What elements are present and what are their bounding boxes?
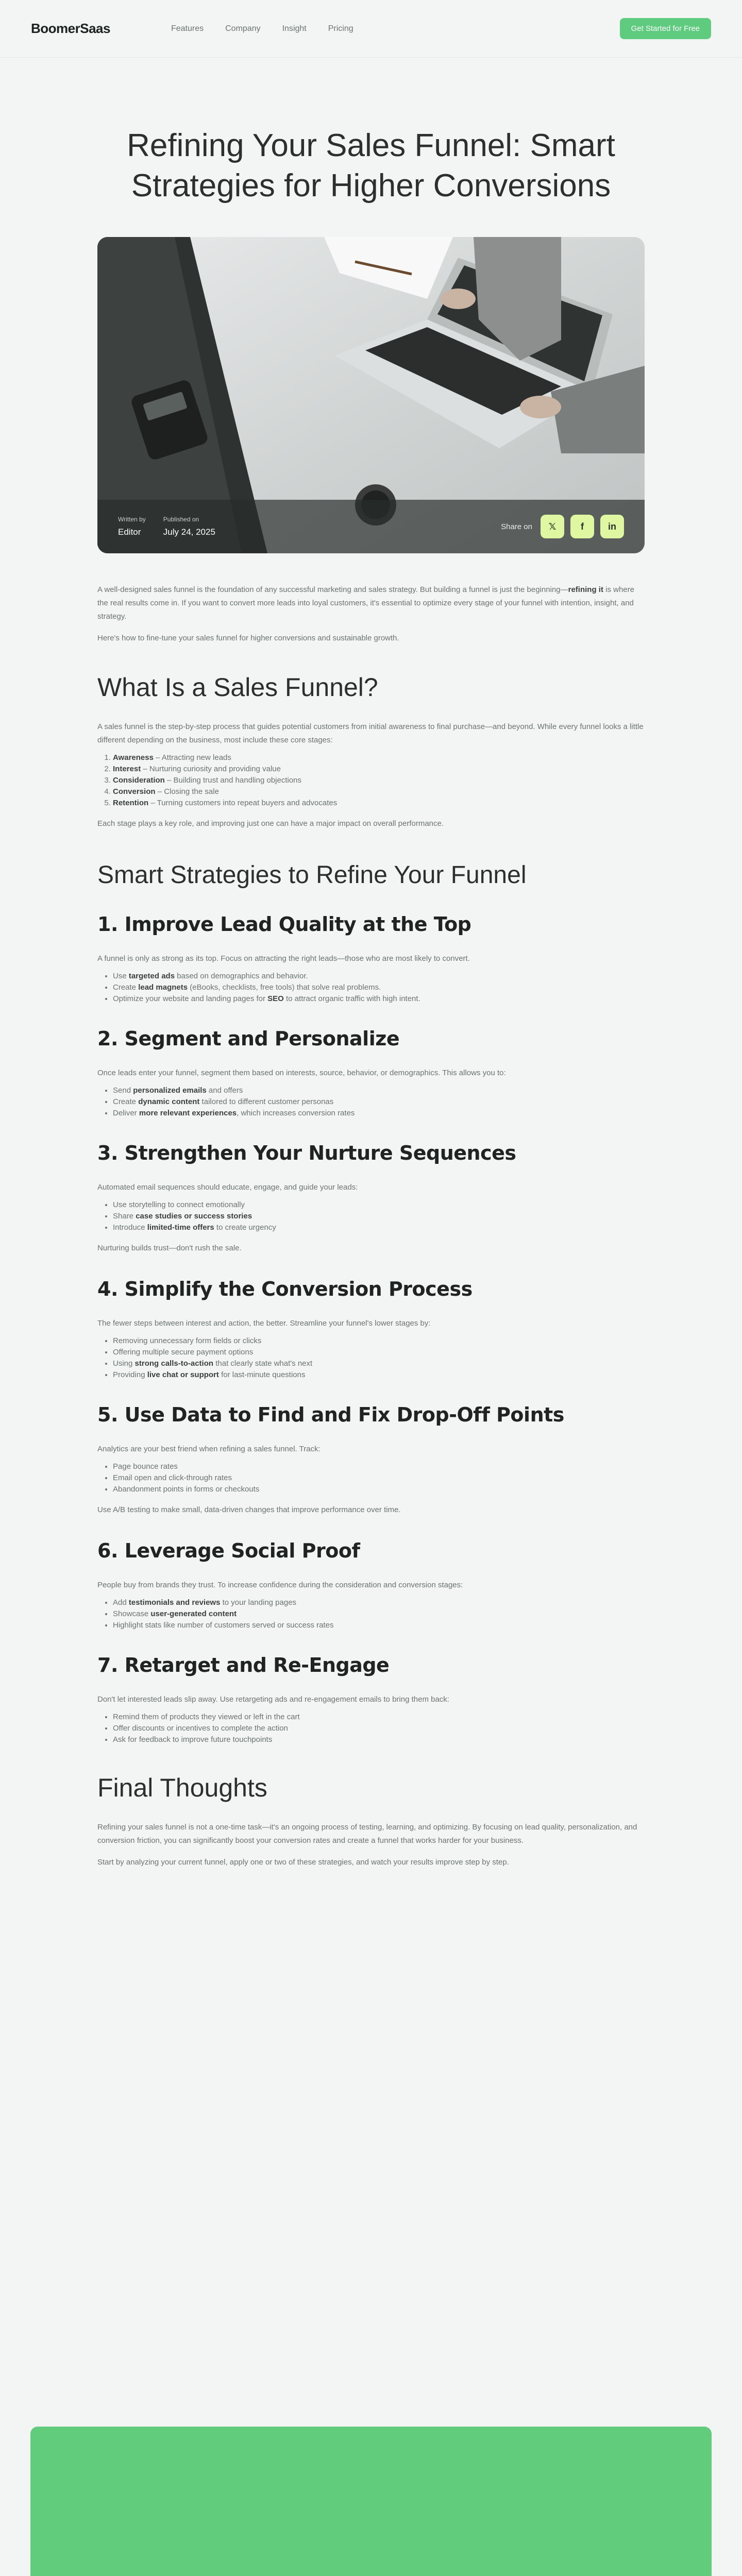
- list-item: • Add testimonials and reviews to your landing pages: [113, 1597, 645, 1608]
- published-label: Published on: [163, 516, 199, 523]
- strategy-7-title: 7. Retarget and Re-Engage: [97, 1654, 390, 1676]
- list-item: • Remind them of products they viewed or left in the cart: [113, 1711, 645, 1723]
- strategy-6-paragraph: People buy from brands they trust. To increase confidence during the consideration and conversion stages:: [97, 1581, 463, 1589]
- list-item: 3. Consideration – Building trust and handling objections: [113, 775, 645, 786]
- list-item: 1. Awareness – Attracting new leads: [113, 752, 645, 764]
- list-item: 5. Retention – Turning customers into repeat buyers and advocates: [113, 798, 645, 809]
- share-linkedin-icon[interactable]: in: [600, 515, 624, 538]
- strategy-2-title: 2. Segment and Personalize: [97, 1027, 400, 1050]
- strategy-4-paragraph: The fewer steps between interest and action, the better. Streamline your funnel's lower stages by:: [97, 1319, 431, 1328]
- author-name: Editor: [118, 527, 141, 537]
- list-item: • Create dynamic content tailored to different customer personas: [113, 1096, 645, 1108]
- list-item: • Removing unnecessary form fields or clicks: [113, 1335, 645, 1347]
- main-nav: [171, 24, 353, 33]
- share-group: [501, 515, 624, 538]
- list-item: • Share case studies or success stories: [113, 1211, 645, 1222]
- cta-banner: [30, 2427, 712, 2576]
- published-date: July 24, 2025: [163, 527, 215, 537]
- list-item: • Providing live chat or support for last-minute questions: [113, 1369, 645, 1381]
- strategy-6-list: [97, 1597, 645, 1631]
- strategy-5-paragraph-2: Use A/B testing to make small, data-driven changes that improve performance over time.: [97, 1505, 401, 1514]
- article-meta-bar: [97, 500, 645, 553]
- section-title-final: Final Thoughts: [97, 1773, 267, 1802]
- funnel-stages-list: [97, 752, 645, 809]
- list-item: • Offering multiple secure payment options: [113, 1347, 645, 1358]
- get-started-button[interactable]: Get Started for Free: [620, 18, 711, 39]
- strategy-7-list: [97, 1711, 645, 1745]
- final-paragraph-2: Start by analyzing your current funnel, apply one or two of these strategies, and watch your results improve step by step.: [97, 1858, 509, 1867]
- strategy-3-list: [97, 1199, 645, 1233]
- strategy-5-paragraph: Analytics are your best friend when refining a sales funnel. Track:: [97, 1445, 321, 1453]
- final-paragraph: Refining your sales funnel is not a one-time task—it's an ongoing process of testing, learning, and optimizing. By focusing on lead quality, personalization, and conversion friction, you can significantly boost your conversion rates and create a funnel that works harder for your business.: [97, 1823, 637, 1845]
- written-by-label: Written by: [118, 516, 146, 523]
- what-is-paragraph-2: Each stage plays a key role, and improving just one can have a major impact on overall performance.: [97, 819, 444, 828]
- strategy-2-paragraph: Once leads enter your funnel, segment them based on interests, source, behavior, or demographics. This allows you to:: [97, 1069, 506, 1077]
- section-title-strategies: Smart Strategies to Refine Your Funnel: [97, 861, 527, 889]
- strategy-1-paragraph: A funnel is only as strong as its top. Focus on attracting the right leads—those who are most likely to convert.: [97, 954, 470, 963]
- intro-text-2: is where the real results come in. If you want to convert more leads into loyal customers, it's essential to optimize every stage of your funnel with intention, insight, and strategy.: [97, 585, 634, 621]
- nav-insight[interactable]: Insight: [282, 24, 307, 33]
- article-body: [97, 583, 645, 1869]
- section-title-what-is: What Is a Sales Funnel?: [97, 673, 378, 702]
- logo[interactable]: BoomerSaas: [31, 21, 110, 36]
- strategy-3-paragraph: Automated email sequences should educate, engage, and guide your leads:: [97, 1183, 358, 1192]
- site-header: [0, 0, 742, 58]
- strategy-1-title: 1. Improve Lead Quality at the Top: [97, 913, 471, 936]
- list-item: • Optimize your website and landing pages for SEO to attract organic traffic with high intent.: [113, 993, 645, 1005]
- share-facebook-icon[interactable]: f: [570, 515, 594, 538]
- list-item: • Introduce limited-time offers to create urgency: [113, 1222, 645, 1233]
- intro-text: A well-designed sales funnel is the foundation of any successful marketing and sales strategy. But building a funnel is just the beginning—: [97, 585, 568, 594]
- strategy-7-paragraph: Don't let interested leads slip away. Use retargeting ads and re-engagement emails to bring them back:: [97, 1695, 449, 1704]
- list-item: • Highlight stats like number of customers served or success rates: [113, 1620, 645, 1631]
- list-item: • Using strong calls-to-action that clearly state what's next: [113, 1358, 645, 1369]
- list-item: • Ask for feedback to improve future touchpoints: [113, 1734, 645, 1745]
- hero-image: [97, 237, 645, 553]
- list-item: • Send personalized emails and offers: [113, 1085, 645, 1096]
- strategy-2-list: [97, 1085, 645, 1119]
- nav-features[interactable]: Features: [171, 24, 204, 33]
- strategy-4-list: [97, 1335, 645, 1381]
- date-block: [163, 516, 215, 537]
- page-title: Refining Your Sales Funnel: Smart Strategies for Higher Conversions: [127, 128, 615, 204]
- strategy-3-title: 3. Strengthen Your Nurture Sequences: [97, 1142, 516, 1164]
- article-meta: [118, 516, 215, 537]
- list-item: 4. Conversion – Closing the sale: [113, 786, 645, 798]
- share-x-icon[interactable]: 𝕏: [541, 515, 564, 538]
- strategy-4-title: 4. Simplify the Conversion Process: [97, 1278, 473, 1300]
- what-is-paragraph: A sales funnel is the step-by-step process that guides potential customers from initial awareness to final purchase—and beyond. While every funnel looks a little different depending on the business, most include these core stages:: [97, 722, 644, 744]
- strategy-3-paragraph-2: Nurturing builds trust—don't rush the sale.: [97, 1244, 242, 1252]
- list-item: 2. Interest – Nurturing curiosity and providing value: [113, 764, 645, 775]
- intro-bold: refining it: [568, 585, 603, 594]
- intro-paragraph-2: Here's how to fine-tune your sales funnel for higher conversions and sustainable growth.: [97, 634, 399, 642]
- nav-pricing[interactable]: Pricing: [328, 24, 353, 33]
- share-label: Share on: [501, 522, 532, 531]
- list-item: • Deliver more relevant experiences, which increases conversion rates: [113, 1108, 645, 1119]
- intro-paragraph: [97, 583, 645, 623]
- list-item: • Create lead magnets (eBooks, checklists, free tools) that solve real problems.: [113, 982, 645, 993]
- strategy-1-list: [97, 971, 645, 1005]
- list-item: • Offer discounts or incentives to complete the action: [113, 1723, 645, 1734]
- author-block: [118, 516, 146, 537]
- list-item: • Page bounce rates: [113, 1461, 645, 1472]
- list-item: • Use targeted ads based on demographics and behavior.: [113, 971, 645, 982]
- strategy-5-list: [97, 1461, 645, 1495]
- list-item: • Showcase user-generated content: [113, 1608, 645, 1620]
- strategy-5-title: 5. Use Data to Find and Fix Drop-Off Points: [97, 1403, 564, 1426]
- list-item: • Use storytelling to connect emotionally: [113, 1199, 645, 1211]
- list-item: • Email open and click-through rates: [113, 1472, 645, 1484]
- strategy-6-title: 6. Leverage Social Proof: [97, 1539, 360, 1562]
- list-item: • Abandonment points in forms or checkouts: [113, 1484, 645, 1495]
- nav-company[interactable]: Company: [225, 24, 261, 33]
